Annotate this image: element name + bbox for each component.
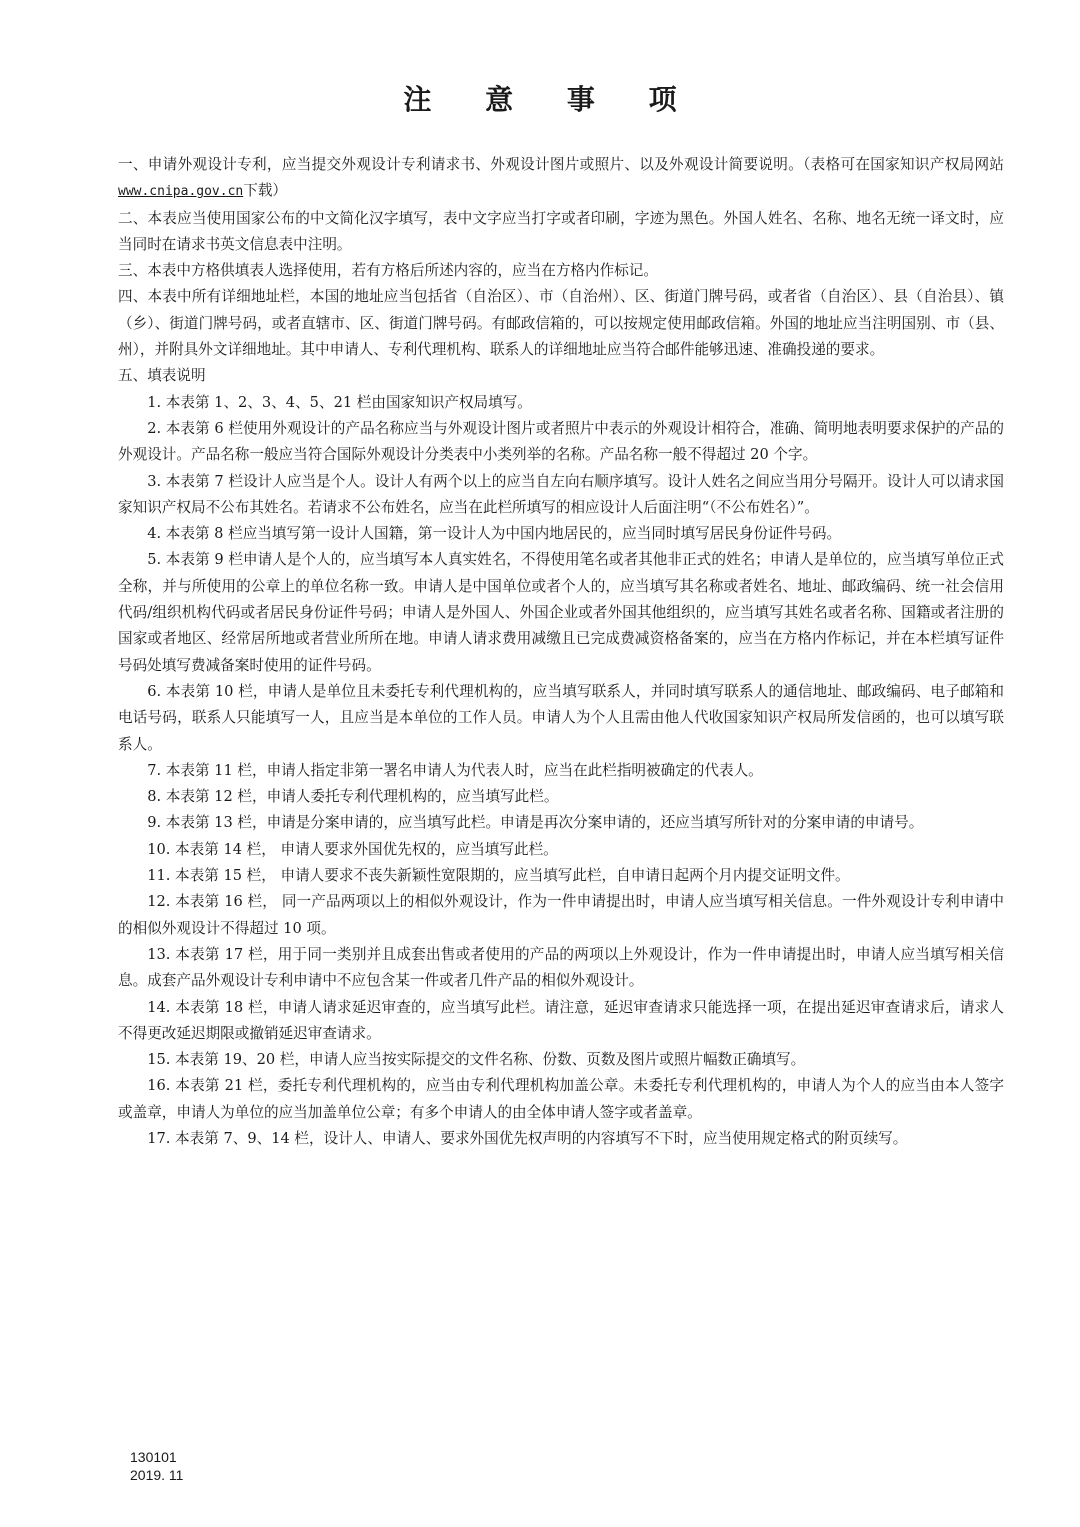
form-code: 130101 — [130, 1449, 177, 1465]
cnipa-website-link[interactable]: www.cnipa.gov.cn — [118, 184, 244, 200]
instruction-item: 4. 本表第 8 栏应当填写第一设计人国籍，第一设计人为中国内地居民的，应当同时填写居民身份证件号码。 — [147, 525, 842, 543]
instruction-item: 7. 本表第 11 栏，申请人指定非第一署名申请人为代表人时，应当在此栏指明被确定的代表人。 — [147, 761, 763, 779]
instruction-item: 13. 本表第 17 栏，用于同一类别并且成套出售或者使用的产品的两项以上外观设计，作为一件申请提出时，申请人应当填写相关信息。成套产品外观设计专利申请中不应包含某一件或者几件产品的相似外观设计。 — [118, 945, 1004, 990]
note-section-1 — [118, 152, 1004, 206]
note-section-2: 二、本表应当使用国家公布的中文简化汉字填写，表中文字应当打字或者印刷，字迹为黑色。外国人姓名、名称、地名无统一译文时，应当同时在请求书英文信息表中注明。 — [118, 209, 1004, 253]
instruction-item: 2. 本表第 6 栏使用外观设计的产品名称应当与外观设计图片或者照片中表示的外观设计相符合，准确、简明地表明要求保护的产品的外观设计。产品名称一般应当符合国际外观设计分类表中小类列举的名称。产品名称一般不得超过 20 个字。 — [118, 419, 1004, 464]
form-date: 2019. 11 — [130, 1467, 184, 1483]
instruction-item: 5. 本表第 9 栏申请人是个人的，应当填写本人真实姓名，不得使用笔名或者其他非正式的姓名；申请人是单位的，应当填写单位正式全称，并与所使用的公章上的单位名称一致。申请人是中国单位或者个人的，应当填写其名称或者姓名、地址、邮政编码、统一社会信用代码/组织机构代码或者居民身份证件号码；申请人是外国人、外国企业或者外国其他组织的，应当填写其姓名或者名称、国籍或者注册的国家或者地区、经常居所地或者营业所所在地。申请人请求费用减缴且已完成费减资格备案的，应当在方格内作标记，并在本栏填写证件号码处填写费减备案时使用的证件号码。 — [118, 551, 1004, 674]
instruction-item: 15. 本表第 19、20 栏，申请人应当按实际提交的文件名称、份数、页数及图片或照片幅数正确填写。 — [147, 1051, 806, 1069]
page-footer — [130, 1448, 183, 1484]
note-section-1-text: 一、申请外观设计专利，应当提交外观设计专利请求书、外观设计图片或照片、以及外观设计简要说明。（表格可在国家知识产权局网站 — [118, 156, 1004, 173]
note-section-4: 四、本表中所有详细地址栏，本国的地址应当包括省（自治区）、市（自治州）、区、街道门牌号码，或者省（自治区）、县（自治县）、镇（乡）、街道门牌号码，或者直辖市、区、街道门牌号码。有邮政信箱的，可以按规定使用邮政信箱。外国的地址应当注明国别、市（县、州），并附具外文详细地址。其中申请人、专利代理机构、联系人的详细地址应当符合邮件能够迅速、准确投递的要求。 — [118, 288, 1004, 359]
instruction-item: 10. 本表第 14 栏， 申请人要求外国优先权的，应当填写此栏。 — [147, 840, 558, 858]
note-section-1-suffix: 下载） — [243, 182, 288, 200]
instruction-item: 8. 本表第 12 栏，申请人委托专利代理机构的，应当填写此栏。 — [147, 788, 559, 806]
instruction-item: 14. 本表第 18 栏，申请人请求延迟审查的，应当填写此栏。请注意，延迟审查请求只能选择一项，在提出延迟审查请求后，请求人不得更改延迟期限或撤销延迟审查请求。 — [118, 998, 1004, 1042]
instruction-item: 3. 本表第 7 栏设计人应当是个人。设计人有两个以上的应当自左向右顺序填写。设计人姓名之间应当用分号隔开。设计人可以请求国家知识产权局不公布其姓名。若请求不公布姓名，应当在此栏所填写的相应设计人后面注明“（不公布姓名）”。 — [118, 472, 1004, 516]
instruction-item: 17. 本表第 7、9、14 栏，设计人、申请人、要求外国优先权声明的内容填写不下时，应当使用规定格式的附页续写。 — [147, 1129, 908, 1147]
note-section-3: 三、本表中方格供填表人选择使用，若有方格后所述内容的，应当在方格内作标记。 — [118, 262, 658, 280]
note-section-5-heading: 五、填表说明 — [118, 367, 206, 385]
instruction-item: 1. 本表第 1、2、3、4、5、21 栏由国家知识产权局填写。 — [147, 393, 532, 411]
notes-body — [118, 152, 1004, 1152]
instruction-item: 9. 本表第 13 栏，申请是分案申请的，应当填写此栏。申请是再次分案申请的，还应当填写所针对的分案申请的申请号。 — [147, 814, 924, 832]
page-title: 注 意 事 项 — [403, 83, 699, 116]
instruction-item: 16. 本表第 21 栏，委托专利代理机构的，应当由专利代理机构加盖公章。未委托专利代理机构的，申请人为个人的应当由本人签字或盖章，申请人为单位的应当加盖单位公章；有多个申请人的由全体申请人签字或者盖章。 — [118, 1077, 1004, 1121]
instruction-item: 6. 本表第 10 栏，申请人是单位且未委托专利代理机构的，应当填写联系人，并同时填写联系人的通信地址、邮政编码、电子邮箱和电话号码，联系人只能填写一人，且应当是本单位的工作人员。申请人为个人且需由他人代收国家知识产权局所发信函的，也可以填写联系人。 — [118, 682, 1004, 753]
instruction-item: 12. 本表第 16 栏， 同一产品两项以上的相似外观设计，作为一件申请提出时，申请人应当填写相关信息。一件外观设计专利申请中的相似外观设计不得超过 10 项。 — [118, 893, 1004, 937]
instruction-item: 11. 本表第 15 栏， 申请人要求不丧失新颖性宽限期的，应当填写此栏，自申请日起两个月内提交证明文件。 — [147, 867, 850, 885]
